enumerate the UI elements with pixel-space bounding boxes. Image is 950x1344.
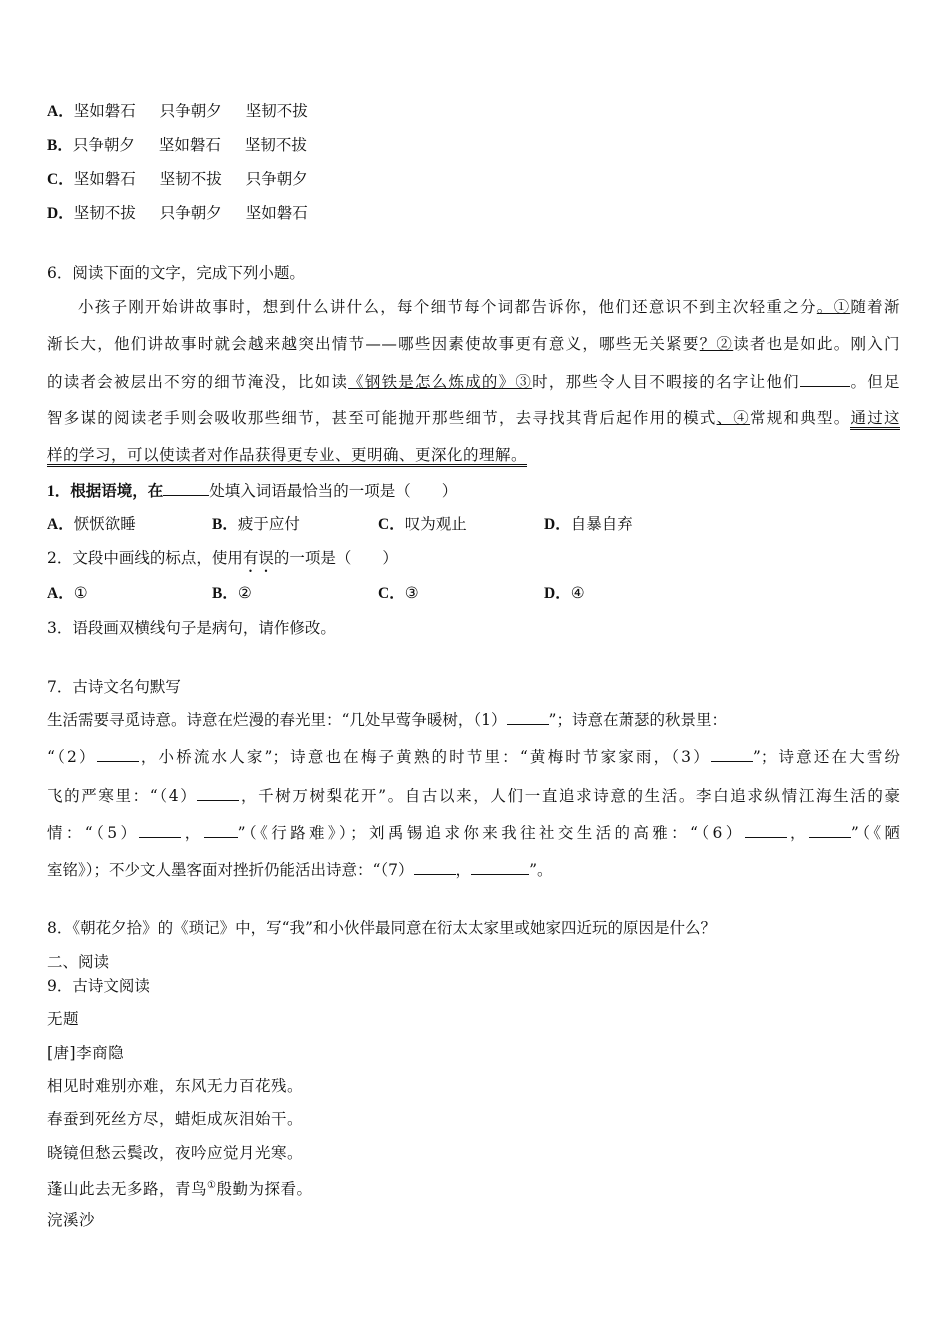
q7-line-2: “（2） ，小桥流水人家”；诗意也在梅子黄熟的时节里：“黄梅时节家家雨，（3） ”；诗意还在大雪纷 [47, 745, 900, 768]
poem-line-1: 相见时难别亦难，东风无力百花残。 [47, 1077, 304, 1095]
q6-passage-line-4: 智多谋的阅读老手则会吸收那些细节，甚至可能抛开那些细节，去寻找其背后起作用的模式、④常规和典型。通过这 [47, 407, 900, 429]
q6-sub1: 1．根据语境，在 处填入词语最恰当的一项是（ ） [47, 479, 457, 503]
section-2-heading: 二、阅读 [47, 953, 110, 971]
q6-sub1-options: A．恹恹欲睡 B．疲于应付 C．叹为观止 D．自暴自弃 [47, 515, 633, 533]
q6-passage-line-5: 样的学习，可以使读者对作品获得更专业、更明确、更深化的理解。 [47, 444, 527, 466]
q7-line-3: 飞的严寒里：“（4） ，千树万树梨花开”。自古以来，人们一直追求诗意的生活。李白追求纵情江海生活的豪 [47, 784, 900, 807]
poem-line-3: 晓镜但愁云鬓改，夜吟应觉月光寒。 [47, 1144, 304, 1162]
q7-line-4: 情：“（5） ， ”（《行路难》）；刘禹锡追求你来我往社交生活的高雅：“（6） ， ”（《陋 [47, 821, 900, 844]
q6-sub2: 2．文段中画线的标点，使用有误的一项是（ ） [47, 549, 398, 567]
fill-blank[interactable] [800, 370, 850, 387]
next-poem-title: 浣溪沙 [47, 1211, 96, 1229]
q5-option-d: D．坚韧不拔 只争朝夕 坚如磐石 [47, 204, 308, 222]
poem-line-4: 蓬山此去无多路，青鸟①殷勤为探看。 [47, 1180, 313, 1199]
poem-line-2: 春蚕到死丝方尽，蜡炬成灰泪始干。 [47, 1110, 304, 1128]
q7-line-5: 室铭》）；不少文人墨客面对挫折仍能活出诗意：“（7） ， ”。 [47, 858, 553, 881]
q5-option-b: B．只争朝夕 坚如磐石 坚韧不拔 [47, 136, 307, 154]
q6-passage-line-2: 渐长大，他们讲故事时就会越来越突出情节——哪些因素使故事更有意义，哪些无关紧要？②读者也是如此。刚入门 [47, 335, 900, 353]
q6-sub3: 3．语段画双横线句子是病句，请作修改。 [47, 619, 336, 637]
q8-question: 8．《朝花夕拾》的《琐记》中，写“我”和小伙伴最同意在衍太太家里或她家四近玩的原因是什么？ [47, 919, 716, 937]
q5-option-c: C．坚如磐石 坚韧不拔 只争朝夕 [47, 170, 308, 188]
q6-passage-line-1: 小孩子刚开始讲故事时，想到什么讲什么，每个细节每个词都告诉你，他们还意识不到主次轻重之分。①随着渐 [78, 298, 900, 316]
poem-author: [唐]李商隐 [47, 1044, 125, 1062]
q6-sub2-options: A．① B．② C．③ D．④ [47, 584, 585, 602]
q7-title: 7．古诗文名句默写 [47, 678, 181, 696]
poem-title: 无题 [47, 1010, 80, 1028]
q5-option-a: A．坚如磐石 只争朝夕 坚韧不拔 [47, 102, 308, 120]
q7-line-1: 生活需要寻觅诗意。诗意在烂漫的春光里：“几处早莺争暖树，（1） ”；诗意在萧瑟的秋景里： [47, 708, 727, 731]
q6-passage-line-3: 的读者会被层出不穷的细节淹没，比如读《钢铁是怎么炼成的》③时，那些令人目不暇接的名字让他们 。但足 [47, 370, 900, 393]
q6-title: 6．阅读下面的文字，完成下列小题。 [47, 264, 305, 282]
q9-title: 9．古诗文阅读 [47, 977, 150, 995]
fill-blank [163, 479, 209, 496]
